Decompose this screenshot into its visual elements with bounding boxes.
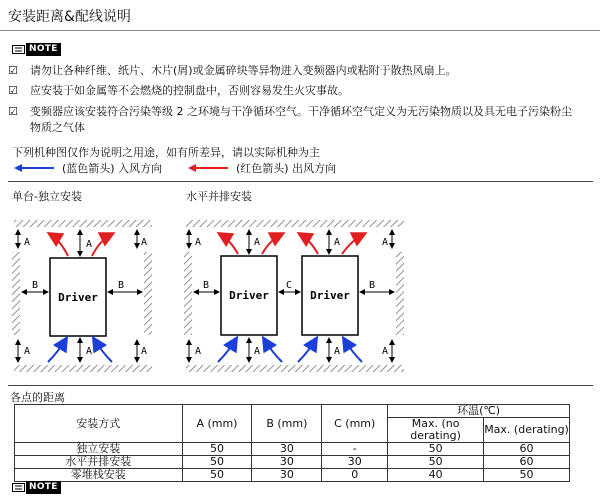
blue-airflow-arrow (48, 339, 66, 362)
driver-label: Driver (229, 289, 269, 302)
bottom-note-label: NOTE (26, 481, 61, 494)
blue-airflow-arrow (94, 339, 112, 362)
installation-diagrams (0, 200, 600, 380)
red-airflow-arrow (50, 234, 68, 256)
red-airflow-arrow (220, 234, 238, 254)
checkbox-bullet-icon: ☑ (8, 105, 18, 118)
dim-a-label: A (86, 346, 93, 357)
dim-a-label: A (24, 346, 31, 357)
diagram-top-rule (8, 181, 593, 182)
wall-right (144, 252, 152, 335)
table-header-row (15, 405, 570, 418)
page-title: 安装距离&配线说明 (8, 9, 131, 25)
note-pencil-icon (12, 482, 26, 493)
wall-bottom (14, 365, 152, 372)
header-temp: 环温(℃) (388, 405, 570, 418)
cell-a: 50 (182, 456, 252, 469)
title-divider (0, 30, 600, 31)
cell-b: 30 (252, 469, 322, 482)
distance-table (14, 404, 570, 482)
table-row (15, 456, 570, 469)
cell-c: 30 (322, 456, 388, 469)
dim-b-label: B (32, 280, 39, 291)
dim-a-label: A (254, 237, 261, 248)
wall-top (186, 220, 404, 227)
red-airflow-arrow (300, 234, 318, 254)
cell-method: 独立安装 (15, 443, 183, 456)
cell-a: 50 (182, 443, 252, 456)
note-item (8, 83, 593, 99)
bottom-note-badge (12, 481, 61, 494)
note-pencil-icon (12, 44, 26, 55)
cell-t2: 60 (484, 456, 570, 469)
dim-a-label: A (382, 346, 389, 357)
wall-bottom (186, 365, 404, 372)
header-a: A (mm) (182, 405, 252, 443)
note-text: 请勿让各种纤维、纸片、木片(屑)或金属碎块等异物进入变频器内或粘附于散热风扇上。 (30, 64, 457, 77)
diagram-bottom-rule (8, 385, 593, 386)
note-item (8, 63, 593, 79)
driver-label: Driver (310, 289, 350, 302)
cell-b: 30 (252, 443, 322, 456)
dim-b-label: B (369, 280, 376, 291)
dim-b-label: B (203, 280, 210, 291)
header-max-no-derating: Max. (no derating) (388, 418, 484, 443)
red-arrow-icon (188, 163, 230, 173)
cell-method: 零堆栈安装 (15, 469, 183, 482)
distance-section-title: 各点的距离 (10, 391, 65, 404)
side-by-side-install-diagram (184, 220, 404, 372)
wall-left (12, 252, 20, 335)
legend-red-text: (红色箭头) 出风方向 (236, 162, 337, 175)
dim-a-label: A (195, 237, 202, 248)
dim-a-label: A (141, 237, 148, 248)
dim-a-label: A (141, 346, 148, 357)
red-airflow-arrow (342, 234, 364, 254)
note-badge (12, 43, 61, 56)
cell-method: 水平并排安装 (15, 456, 183, 469)
blue-airflow-arrow (218, 339, 236, 362)
header-c: C (mm) (322, 405, 388, 443)
legend-blue (14, 160, 162, 176)
header-max-derating: Max. (derating) (484, 418, 570, 443)
legend-red (188, 160, 336, 176)
wall-top (14, 220, 152, 227)
dim-b-label: B (118, 280, 125, 291)
single-install-title: 单台-独立安装 (12, 190, 82, 203)
dim-a-label: A (195, 346, 202, 357)
dim-a-label: A (334, 237, 341, 248)
cell-t1: 50 (388, 443, 484, 456)
dim-a-label: A (382, 237, 389, 248)
red-airflow-arrow (92, 234, 112, 256)
cell-t2: 50 (484, 469, 570, 482)
dim-a-label: A (24, 237, 31, 248)
cell-t1: 50 (388, 456, 484, 469)
note-text: 应安装于如金属等不会燃烧的控制盘中，否则容易发生火灾事故。 (30, 84, 349, 97)
side-install-title: 水平并排安装 (186, 190, 252, 203)
cell-a: 50 (182, 469, 252, 482)
note-item (8, 104, 593, 136)
header-b: B (mm) (252, 405, 322, 443)
wall-left (184, 252, 192, 335)
cell-b: 30 (252, 456, 322, 469)
checkbox-bullet-icon: ☑ (8, 84, 18, 97)
note-text: 变频器应该安装符合污染等级 2 之环境与干净循环空气。干净循环空气定义为无污染物质以及具无电子污染粉尘物质之气体 (30, 105, 572, 134)
header-method: 安装方式 (15, 405, 183, 443)
dim-a-label: A (254, 346, 261, 357)
blue-airflow-arrow (298, 339, 316, 362)
red-airflow-arrow (262, 234, 282, 254)
single-install-diagram (12, 220, 152, 372)
cell-t2: 60 (484, 443, 570, 456)
legend-blue-text: (蓝色箭头) 入风方向 (62, 162, 163, 175)
note-label: NOTE (26, 43, 61, 56)
wall-right (396, 252, 404, 335)
cell-c: - (322, 443, 388, 456)
table-row (15, 469, 570, 482)
blue-airflow-arrow (344, 339, 362, 362)
blue-airflow-arrow (264, 339, 282, 362)
dim-c-label: C (286, 280, 293, 291)
driver-label: Driver (58, 291, 98, 304)
dim-a-label: A (334, 346, 341, 357)
dim-a-label: A (86, 239, 93, 250)
table-row (15, 443, 570, 456)
blue-arrow-icon (14, 163, 56, 173)
cell-t1: 40 (388, 469, 484, 482)
intro-text: 下列机种图仅作为说明之用途，如有所差异，请以实际机种为主 (12, 146, 320, 159)
cell-c: 0 (322, 469, 388, 482)
checkbox-bullet-icon: ☑ (8, 64, 18, 77)
